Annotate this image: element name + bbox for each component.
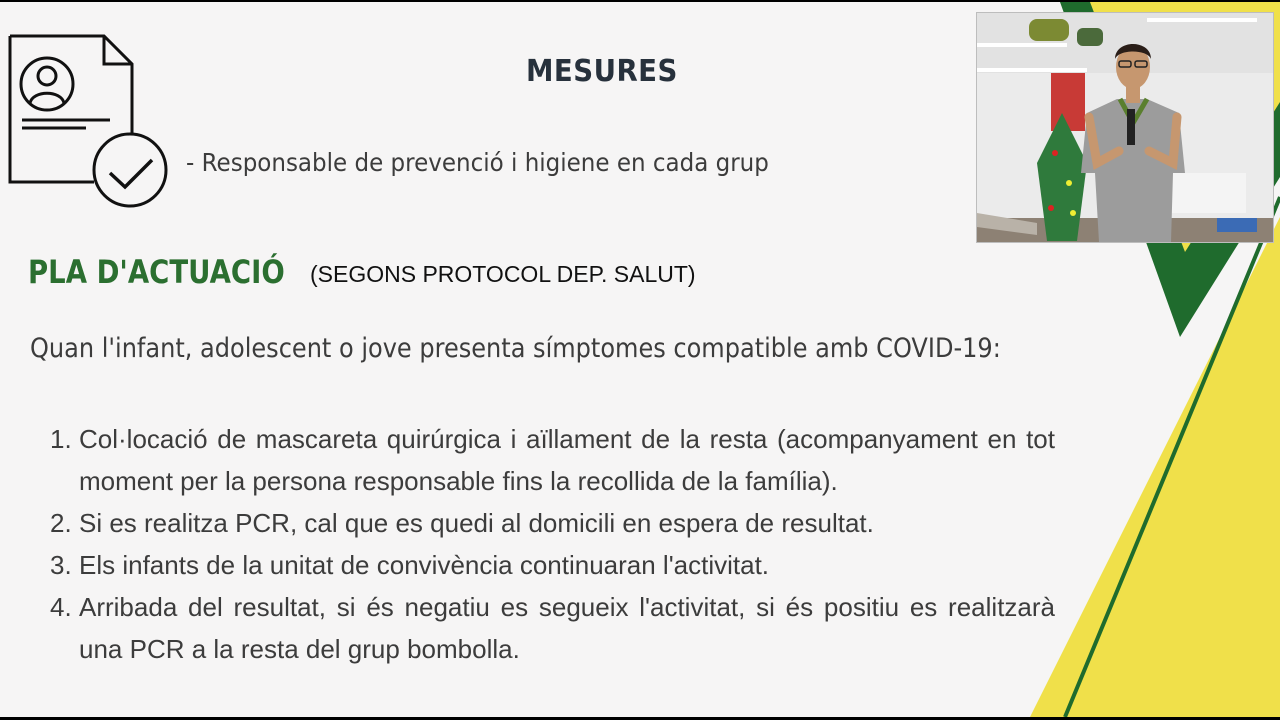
step-item	[50, 418, 1055, 502]
step-item	[50, 502, 1055, 544]
plan-heading: PLA D'ACTUACIÓ	[28, 253, 285, 291]
responsible-line: - Responsable de prevenció i higiene en cada grup	[186, 148, 769, 177]
step-item	[50, 544, 1055, 586]
slide-title: MESURES	[526, 54, 678, 89]
intro-text: Quan l'infant, adolescent o jove presenta símptomes compatible amb COVID-19:	[30, 333, 1001, 364]
presenter-webcam	[976, 12, 1274, 243]
step-text: Arribada del resultat, si és negatiu es segueix l'activitat, si és positiu es realitzarà una PCR a la resta del grup bombolla.	[79, 592, 1055, 664]
step-text: Col·locació de mascareta quirúrgica i aïllament de la resta (acompanyament en tot moment per la persona responsable fins la recollida de la família).	[79, 424, 1055, 496]
step-number: 4.	[50, 592, 72, 622]
webcam-scene	[977, 13, 1273, 242]
presentation-slide	[0, 2, 1280, 717]
step-text: Els infants de la unitat de convivència continuaran l'activitat.	[79, 550, 770, 580]
action-steps-list	[50, 418, 1055, 670]
document-user-check-icon	[6, 32, 172, 210]
step-number: 3.	[50, 550, 72, 580]
step-item	[50, 586, 1055, 670]
step-number: 1.	[50, 424, 72, 454]
step-text: Si es realitza PCR, cal que es quedi al domicili en espera de resultat.	[79, 508, 874, 538]
step-number: 2.	[50, 508, 72, 538]
plan-subheading: (SEGONS PROTOCOL DEP. SALUT)	[310, 261, 696, 287]
